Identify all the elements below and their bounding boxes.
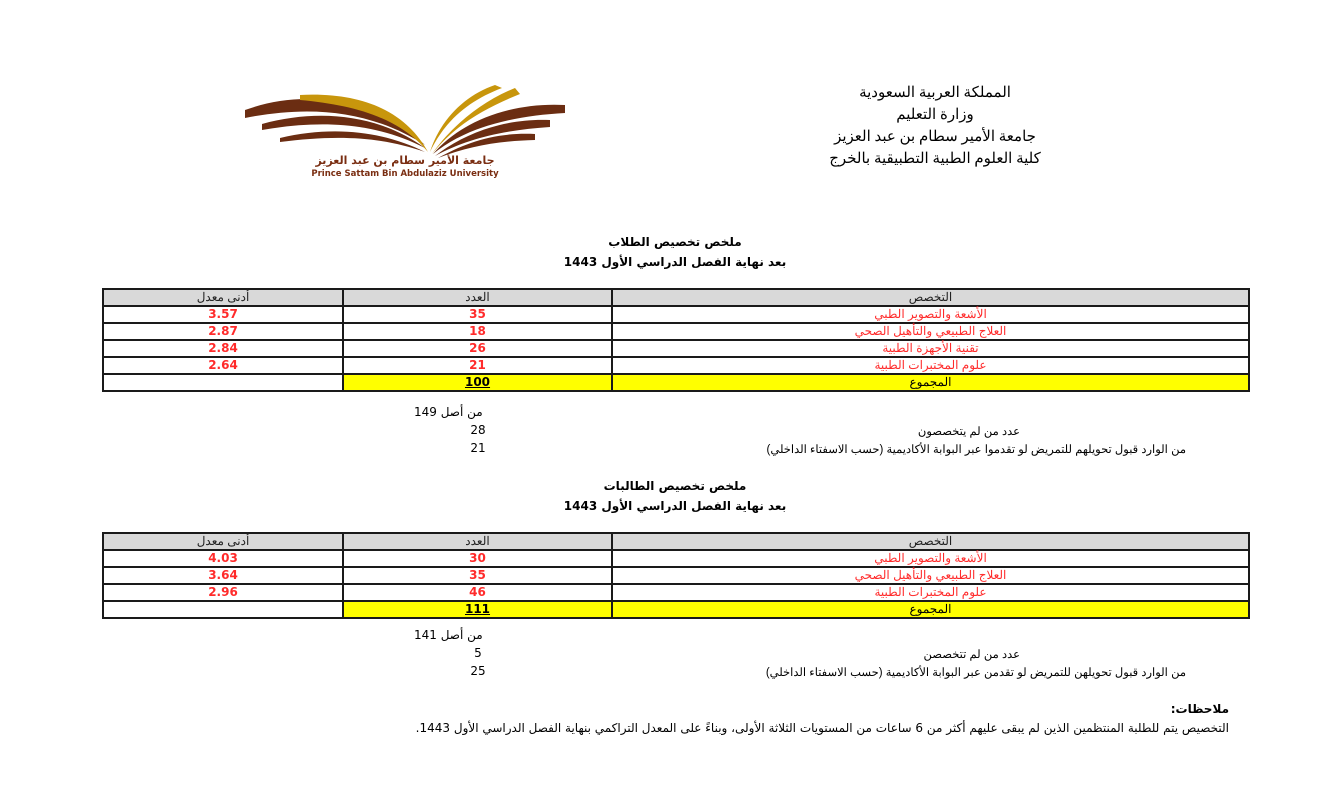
male-not-specialized-count: 28 — [470, 423, 486, 437]
table-row — [103, 550, 1249, 567]
column-header-min-gpa: أدنى معدل — [103, 289, 343, 306]
specialization-cell: علوم المختبرات الطبية — [612, 357, 1249, 374]
logo-arabic-name: جامعة الأمير سطام بن عبد العزيز — [315, 154, 495, 167]
count-cell: 46 — [343, 584, 612, 601]
university-logo — [240, 80, 570, 180]
table-header-row — [103, 289, 1249, 306]
header-line-university: جامعة الأمير سطام بن عبد العزيز — [834, 129, 1036, 145]
table-row — [103, 567, 1249, 584]
notes-body: التخصيص يتم للطلبة المنتظمين الذين لم يبقى عليهم أكثر من 6 ساعات من المستويات الثلاثة الأولى، وبناءً على المعدل التراكمي بنهاية الفصل الدراسي الأول 1443. — [415, 721, 1229, 735]
table-row — [103, 584, 1249, 601]
total-row — [103, 374, 1249, 391]
male-not-specialized-label: عدد من لم يتخصصون — [917, 426, 1020, 438]
male-nursing-label: من الوارد قبول تحويلهم للتمريض لو تقدموا عبر البوابة الأكاديمية (حسب الاسفتاء الداخلي) — [766, 444, 1186, 456]
column-header-count: العدد — [343, 289, 612, 306]
female-out-of: من أصل 141 — [414, 628, 483, 642]
count-cell: 35 — [343, 567, 612, 584]
specialization-cell: العلاج الطبيعي والتأهيل الصحي — [612, 567, 1249, 584]
min-gpa-cell: 2.87 — [103, 323, 343, 340]
table-row — [103, 323, 1249, 340]
count-cell: 18 — [343, 323, 612, 340]
male-section-title — [450, 232, 900, 272]
specialization-cell: علوم المختبرات الطبية — [612, 584, 1249, 601]
min-gpa-cell: 3.57 — [103, 306, 343, 323]
count-cell: 21 — [343, 357, 612, 374]
table-row — [103, 306, 1249, 323]
header-line-college: كلية العلوم الطبية التطبيقية بالخرج — [829, 151, 1041, 167]
open-book-logo-icon — [240, 80, 570, 180]
specialization-cell: العلاج الطبيعي والتأهيل الصحي — [612, 323, 1249, 340]
female-not-specialized-label: عدد من لم تتخصصن — [923, 649, 1020, 661]
specialization-cell: تقنية الأجهزة الطبية — [612, 340, 1249, 357]
female-section-title — [450, 476, 900, 516]
column-header-count: العدد — [343, 533, 612, 550]
total-label-cell: المجموع — [612, 374, 1249, 391]
male-out-of: من أصل 149 — [414, 405, 483, 419]
female-subtitle: بعد نهاية الفصل الدراسي الأول 1443 — [563, 499, 787, 513]
empty-cell — [103, 601, 343, 618]
female-not-specialized-count: 5 — [474, 646, 482, 660]
notes-title: ملاحظات: — [1170, 702, 1229, 716]
total-label-cell: المجموع — [612, 601, 1249, 618]
total-row — [103, 601, 1249, 618]
male-allocation-table — [102, 288, 1250, 392]
total-count-cell: 100 — [343, 374, 612, 391]
count-cell: 26 — [343, 340, 612, 357]
table-row — [103, 357, 1249, 374]
min-gpa-cell: 2.64 — [103, 357, 343, 374]
count-cell: 30 — [343, 550, 612, 567]
female-nursing-label: من الوارد قبول تحويلهن للتمريض لو تقدمن عبر البوابة الأكاديمية (حسب الاسفتاء الداخلي) — [765, 667, 1186, 679]
male-subtitle: بعد نهاية الفصل الدراسي الأول 1443 — [563, 255, 787, 269]
female-allocation-table — [102, 532, 1250, 619]
column-header-specialization: التخصص — [612, 289, 1249, 306]
count-cell: 35 — [343, 306, 612, 323]
header-line-kingdom: المملكة العربية السعودية — [859, 85, 1011, 101]
header-line-ministry: وزارة التعليم — [896, 107, 974, 123]
min-gpa-cell: 2.96 — [103, 584, 343, 601]
min-gpa-cell: 2.84 — [103, 340, 343, 357]
table-header-row — [103, 533, 1249, 550]
specialization-cell: الأشعة والتصوير الطبي — [612, 550, 1249, 567]
empty-cell — [103, 374, 343, 391]
total-count-cell: 111 — [343, 601, 612, 618]
female-title: ملخص تخصيص الطالبات — [603, 479, 747, 493]
column-header-min-gpa: أدنى معدل — [103, 533, 343, 550]
logo-english-name: Prince Sattam Bin Abdulaziz University — [311, 169, 499, 179]
female-nursing-count: 25 — [470, 664, 486, 678]
document-header — [770, 82, 1100, 170]
min-gpa-cell: 4.03 — [103, 550, 343, 567]
table-row — [103, 340, 1249, 357]
specialization-cell: الأشعة والتصوير الطبي — [612, 306, 1249, 323]
male-nursing-count: 21 — [470, 441, 486, 455]
male-title: ملخص تخصيص الطلاب — [608, 235, 742, 249]
min-gpa-cell: 3.64 — [103, 567, 343, 584]
column-header-specialization: التخصص — [612, 533, 1249, 550]
